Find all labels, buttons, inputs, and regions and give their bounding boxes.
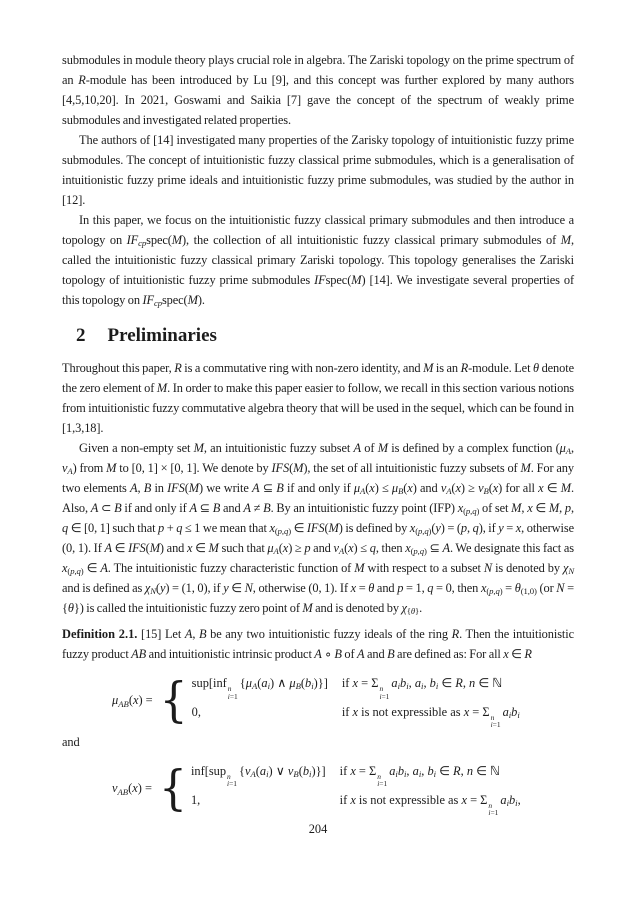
equation-mu-cases <box>192 673 520 729</box>
equation-mu-case2-expression: 0, <box>191 704 201 719</box>
paragraph-throughout-this-paper: Throughout this paper, R is a commutative ring with non-zero identity, and M is an R-module. Let θ denote the zero element of M. In order to make this paper easier to follow, we recall in this section various notions from intuitionistic fuzzy commutative algebra theory that will be used in the sequel, which can be found in [1,3,18]. <box>62 361 575 435</box>
equation-mu-case2-condition: if x is not expressible as x = Σ n i=1 $a_ib_i$ <box>341 704 520 730</box>
equations-connector-and: and <box>62 734 80 749</box>
page-number: 204 <box>308 822 328 836</box>
equation-mu-lhs: $\mu_{AB}(x)$ = <box>112 693 153 709</box>
equation-nu-case1-condition: if x = Σ n i=1 $a_ib_i$, $a_i$, $b_i$ ∈ R, n ∈ ℕ <box>339 763 500 789</box>
equation-mu-case1-condition: if x = Σ n i=1 $a_ib_i$, $a_i$, $b_i$ ∈ R, n ∈ ℕ <box>341 676 503 701</box>
equation-mu-case1-expression: sup[inf n i=1 {$\mu_A(a_i)$ ∧ $\mu_B(b_i)$}] <box>191 676 328 701</box>
paragraph-ifs-notions: Given a non-empty set M, an intuitionistic fuzzy subset A of M is defined by a complex function ($\mu_A$, $\nu_A$) from M to [0, 1] × [0, 1]. We denote by IFS(M), the set of all intuitionistic fuzzy subsets of M. For any two elements A, B in IFS(M) we write A ⊆ B if and only if $\mu_A(x) \le \mu_B(x)$ and $\nu_A(x) \ge \nu_B(x)$ for all x ∈ M. Also, A ⊂ B if and only if A ⊆ B and A ≠ B. By an intuitionistic fuzzy point (IFP) $x_{(p,q)}$ of set M, x ∈ M, p, q ∈ [0, 1] such that p + q ≤ 1 we mean that $x_{(p,q)}$ ∈ IFS(M) is defined by $x_{(p,q)}(y) = (p$, q), if y = x, otherwise (0, 1). If A ∈ IFS(M) and x ∈ M such that $\mu_A(x) \ge p$ and $\nu_A(x) \le q$, then $x_{(p,q)}$ ⊆ A. We designate this fact as $x_{(p,q)}$ ∈ A. The intuitionistic fuzzy characteristic function of M with respect to a subset N is denoted by $\chi_N$ and is defined as $\chi_N(y) = (1$, 0), if y ∈ N, otherwise (0, 1). If x = θ and p = 1, q = 0, then $x_{(p,q)} = \theta_{(1,0)}$ (or N = {θ}) is called the intuitionistic fuzzy zero point of M and is denoted by $\chi_{\{\theta\}}$. <box>62 441 574 617</box>
definition-label: Definition 2.1. <box>62 627 138 641</box>
paragraph-in-this-paper: In this paper, we focus on the intuitionistic fuzzy classical primary submodules and then introduce a topology on $IF_{cp}spec(M)$, the collection of all intuitionistic fuzzy classical primary submodules of M, called the intuitionistic fuzzy classical primary Zariski topology. This topology generalises the Zariski topology of intuitionistic fuzzy prime submodules IFspec(M) [14]. We investigate several properties of this topology on $IF_{cp}spec(M)$. <box>62 213 574 309</box>
definition-body: [15] Let A, B be any two intuitionistic fuzzy ideals of the ring R. Then the intuitionistic fuzzy product AB and intuitionistic intrinsic product A ∘ B of A and B are defined as: For all x ∈ R <box>62 627 574 661</box>
paragraph-authors-of-14: The authors of [14] investigated many properties of the Zarisky topology of intuitionistic fuzzy prime submodules. The concept of intuitionistic fuzzy classical prime submodules, which is a generalisation of intuitionistic fuzzy prime ideals and intuitionistic fuzzy prime submodules, was studied by the author in [12]. <box>62 133 574 207</box>
equation-nu-case1-expression: inf[sup n i=1 {$\nu_A(a_i)$ ∨ $\nu_B(b_i)$}] <box>190 763 326 789</box>
section-title: Preliminaries <box>107 325 217 346</box>
equation-mu-product: $\mu_{AB}(x)$ = { sup[inf n i=1 {$\mu_A(a_i)$ ∧ $\mu_B(b_i)$}] if x = Σ n i=1 $a_ib_i$, $a_i$, $b_i$ ∈ R, n ∈ ℕ 0, if x is not expressible as x = Σ n i=1 $a_ib_i$ <box>112 672 520 730</box>
equation-nu-product: $\nu_{AB}(x)$ = { inf[sup n i=1 {$\nu_A(a_i)$ ∨ $\nu_B(b_i)$}] if x = Σ n i=1 $a_ib_i$, $a_i$, $b_i$ ∈ R, n ∈ ℕ 1, if x is not expressible as x = Σ n i=1 $a_ib_i$, <box>112 760 521 818</box>
paragraph-intro-continued: submodules in module theory plays crucial role in algebra. The Zariski topology on the prime spectrum of an R-module has been introduced by Lu [9], and this concept was further explored by many authors [4,5,10,20]. In 2021, Goswami and Saikia [7] gave the concept of the spectrum of weakly prime submodules and investigated related properties. <box>62 53 574 127</box>
definition-2-1 <box>62 624 574 664</box>
section-number: 2 <box>76 325 86 346</box>
equation-nu-case2-condition: if x is not expressible as x = Σ n i=1 $a_ib_i$, <box>339 792 521 818</box>
equation-nu-case2-expression: 1, <box>190 792 201 807</box>
equation-nu-cases <box>191 761 521 817</box>
section-heading-preliminaries <box>76 324 574 347</box>
page-content <box>62 50 574 820</box>
equation-nu-lhs: $\nu_{AB}(x)$ = <box>112 781 152 797</box>
